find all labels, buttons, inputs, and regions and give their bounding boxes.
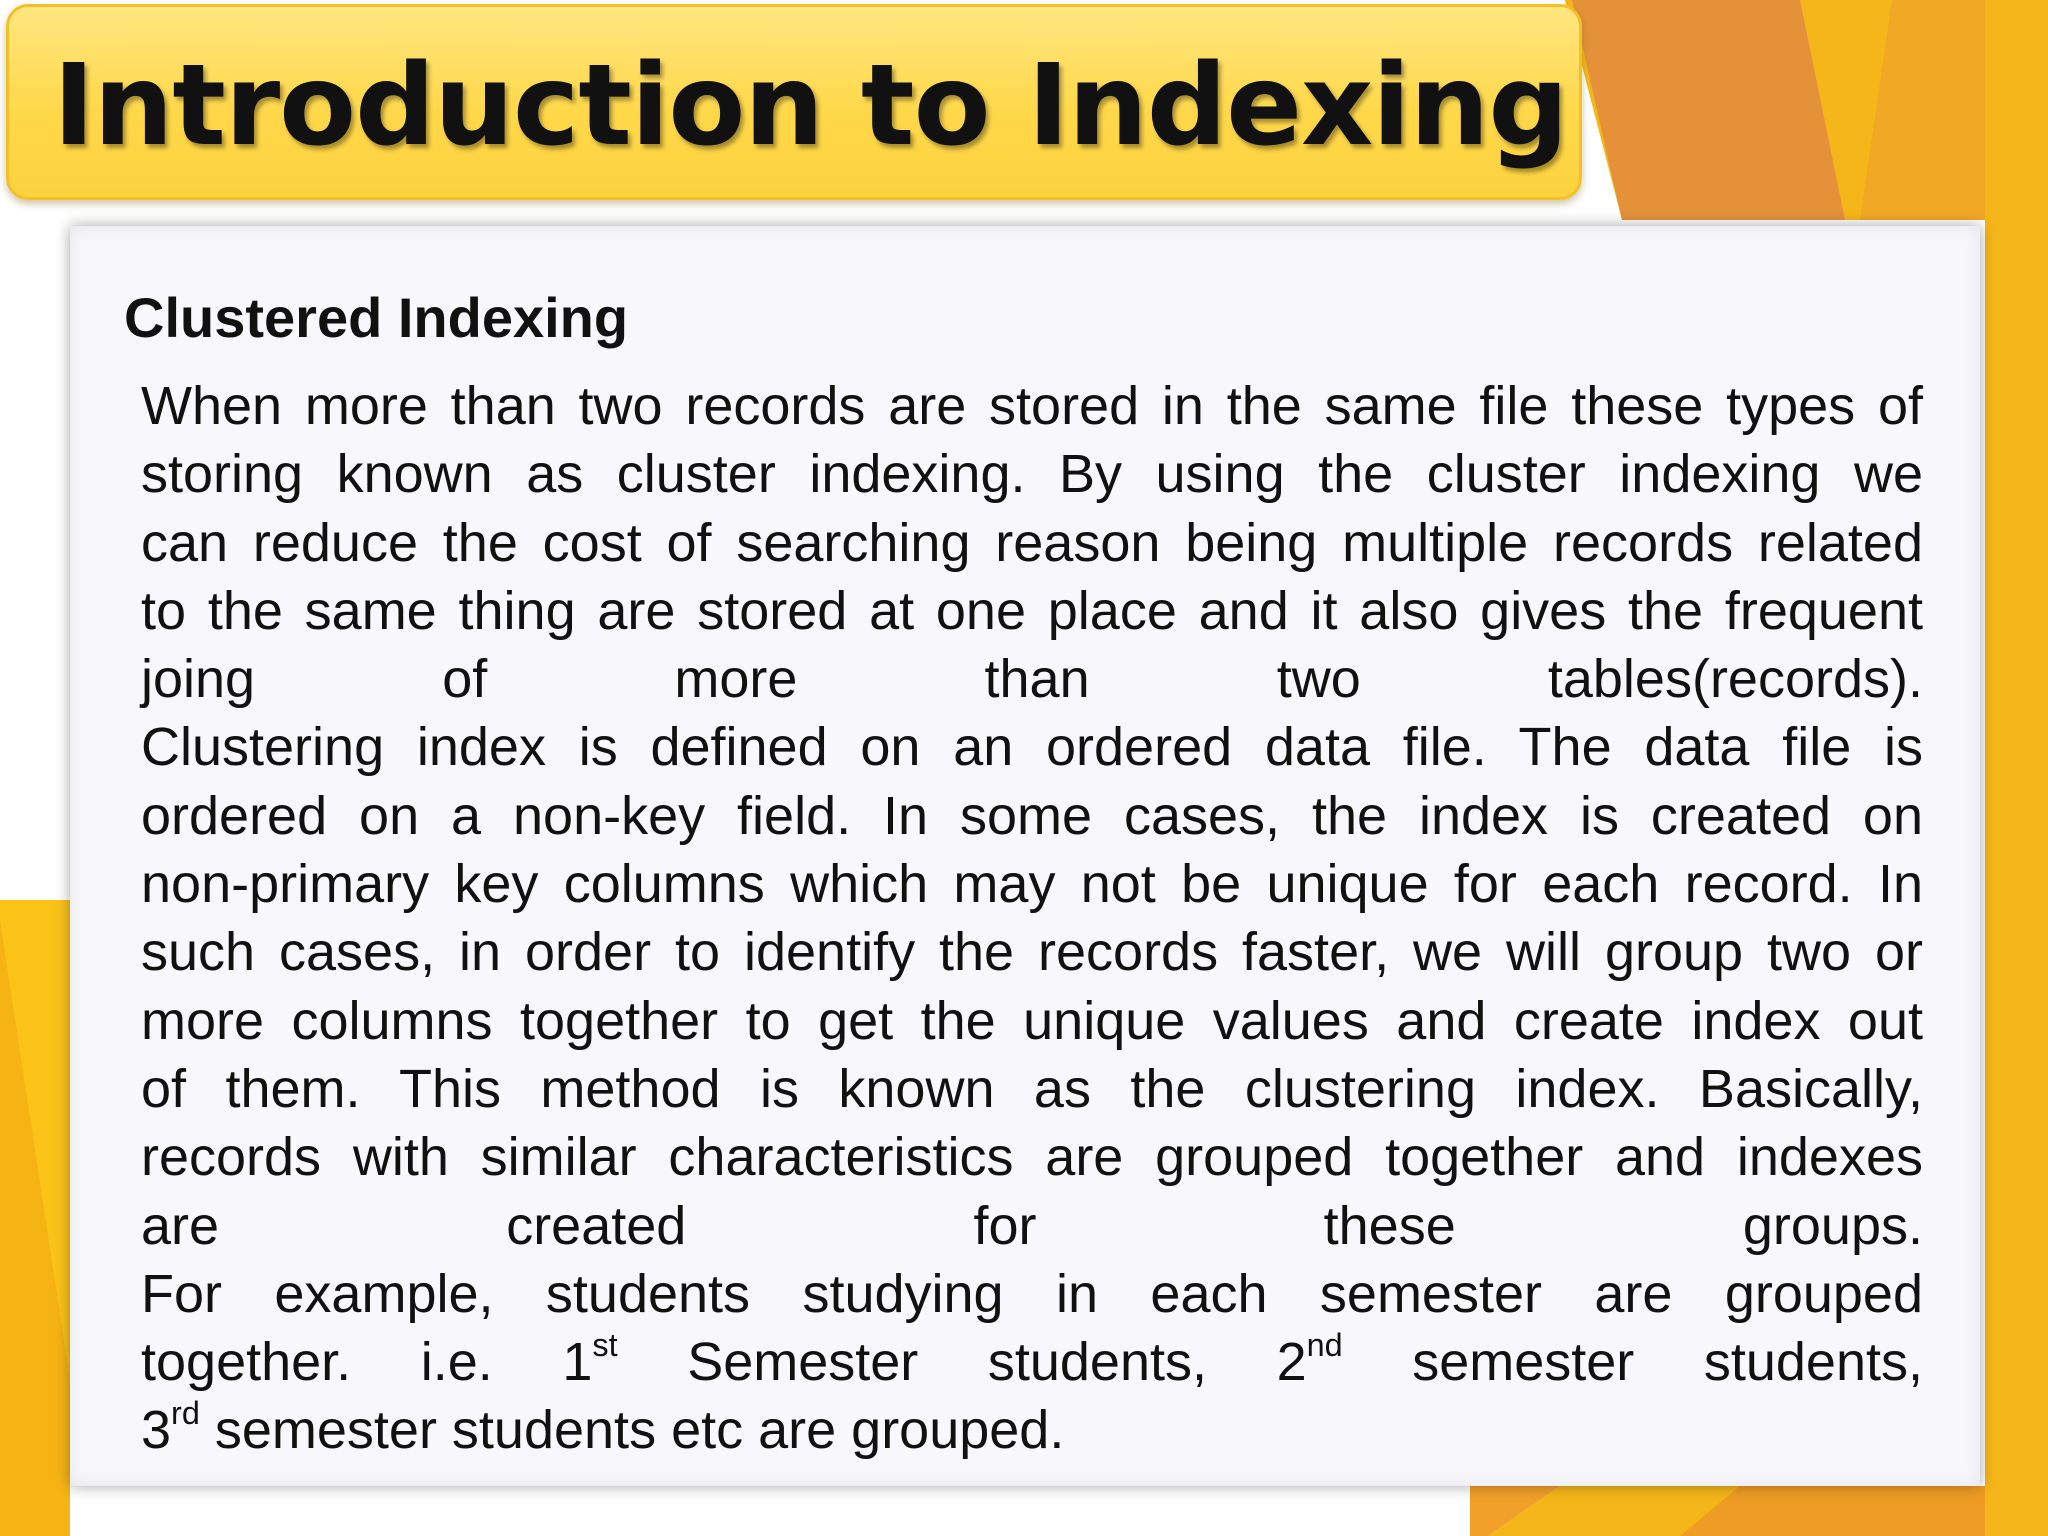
- body-line: more columns together to get the unique values and create index out: [141, 990, 1923, 1051]
- body-line: such cases, in order to identify the records faster, we will group two or: [141, 922, 1923, 983]
- body-text-fragment: semester students etc are grouped.: [199, 1400, 1065, 1461]
- body-text-fragment: together. i.e. 1: [141, 1332, 593, 1393]
- ordinal-superscript: nd: [1306, 1326, 1343, 1363]
- body-text-fragment: 3: [141, 1400, 172, 1461]
- body-line: For example, students studying in each semester are grouped: [141, 1263, 1923, 1324]
- body-line: [141, 1328, 1923, 1396]
- body-line: storing known as cluster indexing. By using the cluster indexing we: [141, 444, 1923, 505]
- body-line: of them. This method is known as the clustering index. Basically,: [141, 1058, 1923, 1119]
- body-line: ordered on a non-key field. In some cases, the index is created on: [141, 785, 1923, 846]
- title-bar: [6, 4, 1582, 200]
- body-line: joing of more than two tables(records).: [141, 649, 1923, 710]
- body-line: can reduce the cost of searching reason being multiple records related: [141, 512, 1923, 573]
- body-line: are created for these groups.: [141, 1195, 1923, 1256]
- body-line: non-primary key columns which may not be unique for each record. In: [141, 854, 1923, 915]
- body-paragraph: [141, 372, 1923, 1465]
- slide-title: Introduction to Indexing: [53, 41, 1568, 171]
- body-text-fragment: Semester students, 2: [617, 1332, 1307, 1393]
- content-box: [70, 226, 1980, 1486]
- section-heading: Clustered Indexing: [124, 286, 629, 349]
- body-line: records with similar characteristics are grouped together and indexes: [141, 1127, 1923, 1188]
- body-line: Clustering index is defined on an ordered data file. The data file is: [141, 717, 1923, 778]
- body-line: When more than two records are stored in the same file these types of: [141, 376, 1923, 436]
- body-line: to the same thing are stored at one place and it also gives the frequent: [141, 580, 1923, 641]
- ordinal-superscript: st: [592, 1326, 618, 1363]
- body-line: [141, 1396, 1923, 1464]
- body-text-fragment: semester students,: [1342, 1332, 1924, 1393]
- ordinal-superscript: rd: [171, 1395, 200, 1432]
